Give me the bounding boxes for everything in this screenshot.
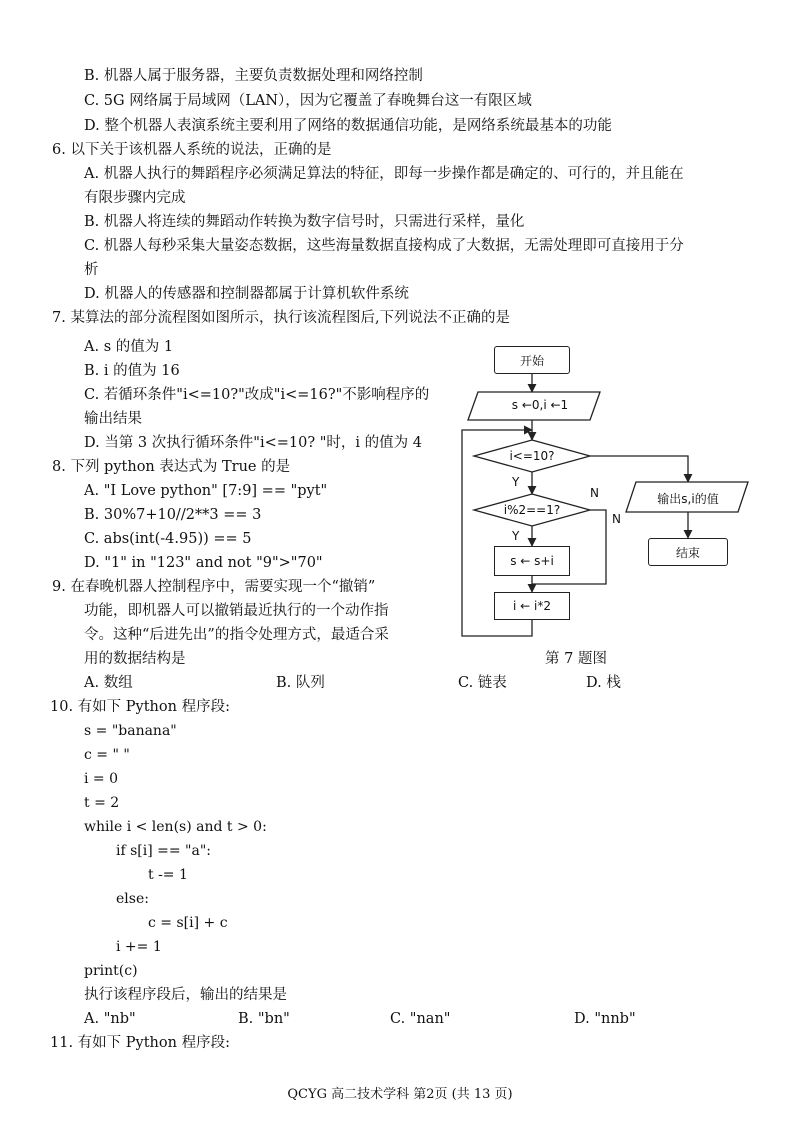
code-line: t -= 1: [148, 867, 188, 883]
flowchart-yes-2: Y: [512, 529, 520, 543]
flowchart-step-i-label: i ← i*2: [513, 599, 551, 613]
q10-option-b: B. "bn": [238, 1011, 290, 1027]
q9-option-a: A. 数组: [84, 675, 133, 691]
q9-stem-line4: 用的数据结构是: [84, 651, 186, 667]
code-line: print(c): [84, 963, 138, 979]
flowchart-end-label: 结束: [675, 545, 700, 560]
flowchart-step-i: [494, 592, 570, 620]
code-line: else:: [116, 891, 149, 907]
page-footer: QCYG 高二技术学科 第2页 (共 13 页): [287, 1087, 513, 1102]
q5-option-b: B. 机器人属于服务器，主要负责数据处理和网络控制: [84, 68, 423, 84]
q8-option-a: A. "I Love python" [7:9] == "pyt": [84, 483, 328, 499]
q9-stem-line3: 令。这种“后进先出”的指令处理方式，最适合采: [84, 627, 389, 643]
q6-option-a: A. 机器人执行的舞蹈程序必须满足算法的特征，即每一步操作都是确定的、可行的，并且能在: [84, 166, 684, 182]
q6-option-c-cont: 析: [84, 262, 99, 278]
q7-stem: 7. 某算法的部分流程图如图所示，执行该流程图后,下列说法不正确的是: [52, 310, 511, 326]
q10-ask: 执行该程序段后，输出的结果是: [84, 987, 287, 1003]
code-line: s = "banana": [84, 723, 177, 739]
q10-option-a: A. "nb": [84, 1011, 136, 1027]
q11-stem: 11. 有如下 Python 程序段:: [50, 1035, 230, 1051]
flowchart-cond2: i%2==1?: [503, 503, 561, 517]
flowchart-init: s ←0,i ←1: [511, 398, 569, 412]
flowchart-no-1: N: [590, 486, 599, 500]
code-line: i = 0: [84, 771, 119, 787]
flowchart-output: 输出s,i的值: [657, 492, 719, 506]
flowchart-end: [648, 538, 728, 566]
q6-option-b: B. 机器人将连续的舞蹈动作转换为数字信号时，只需进行采样，量化: [84, 214, 525, 230]
q9-stem-line2: 功能，即机器人可以撤销最近执行的一个动作指: [84, 603, 389, 619]
q6-option-a-cont: 有限步骤内完成: [84, 190, 186, 206]
code-line: c = " ": [84, 747, 130, 763]
q9-option-c: C. 链表: [458, 675, 507, 691]
code-line: t = 2: [84, 795, 120, 811]
q5-option-c: C. 5G 网络属于局域网（LAN），因为它覆盖了春晚舞台这一有限区域: [84, 93, 532, 109]
flowchart-yes-1: Y: [512, 475, 520, 489]
q7-option-a: A. s 的值为 1: [84, 339, 174, 355]
flowchart-start-label: 开始: [519, 353, 544, 368]
q7-option-c-cont: 输出结果: [84, 411, 142, 427]
code-line: if s[i] == "a":: [116, 843, 211, 859]
code-line: i += 1: [116, 939, 162, 955]
q7-option-d: D. 当第 3 次执行循环条件"i<=10? "时，i 的值为 4: [84, 435, 422, 451]
q8-stem: 8. 下列 python 表达式为 True 的是: [52, 459, 291, 475]
q9-option-d: D. 栈: [586, 675, 621, 691]
arrow-cond1-output: [590, 456, 688, 482]
q6-option-d: D. 机器人的传感器和控制器都属于计算机软件系统: [84, 286, 409, 302]
q10-option-d: D. "nnb": [574, 1011, 636, 1027]
q5-option-d: D. 整个机器人表演系统主要利用了网络的数据通信功能，是网络系统最基本的功能: [84, 118, 612, 134]
flowchart-start: [494, 346, 570, 374]
flowchart-step-s: [494, 546, 570, 576]
flowchart-step-s-label: s ← s+i: [510, 554, 554, 568]
flowchart-cond1: i<=10?: [509, 449, 555, 463]
q9-option-b: B. 队列: [276, 675, 325, 691]
q8-option-b: B. 30%7+10//2**3 == 3: [84, 507, 262, 523]
q10-option-c: C. "nan": [390, 1011, 451, 1027]
q7-option-b: B. i 的值为 16: [84, 363, 180, 379]
flowchart-no-2: N: [612, 512, 621, 526]
q7-option-c: C. 若循环条件"i<=10?"改成"i<=16?"不影响程序的: [84, 387, 430, 403]
q8-option-c: C. abs(int(-4.95)) == 5: [84, 531, 252, 547]
q8-option-d: D. "1" in "123" and not "9">"70": [84, 555, 323, 571]
code-line: c = s[i] + c: [148, 915, 228, 931]
q10-stem: 10. 有如下 Python 程序段:: [50, 699, 230, 715]
code-line: while i < len(s) and t > 0:: [84, 819, 267, 835]
q7-figure-caption: 第 7 题图: [545, 651, 607, 667]
q6-option-c: C. 机器人每秒采集大量姿态数据，这些海量数据直接构成了大数据，无需处理即可直接用于分: [84, 238, 684, 254]
q6-stem: 6. 以下关于该机器人系统的说法，正确的是: [52, 142, 332, 158]
q9-stem-line1: 9. 在春晚机器人控制程序中，需要实现一个“撤销”: [52, 579, 376, 595]
